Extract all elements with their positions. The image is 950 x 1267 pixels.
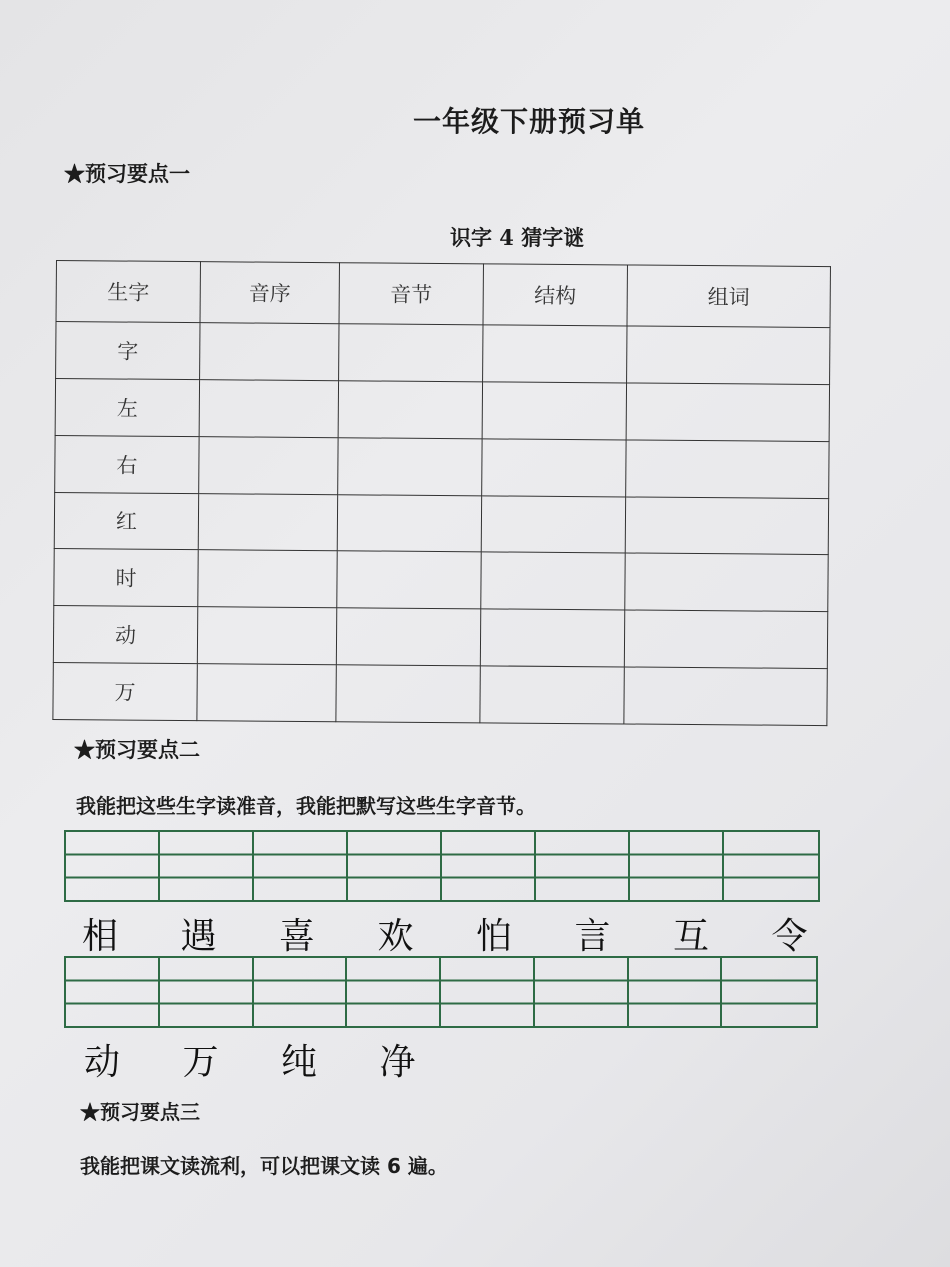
blank-cell[interactable] — [336, 665, 480, 723]
blank-cell[interactable] — [625, 497, 828, 555]
lesson-subtitle: 识字 4 猜字谜 — [450, 225, 585, 250]
pinyin-box[interactable] — [66, 832, 160, 900]
pinyin-box[interactable] — [160, 958, 254, 1026]
section-three-instruction: 我能把课文读流利，可以把课文读 6 遍。 — [80, 1154, 448, 1178]
header-cell: 生字 — [56, 261, 200, 323]
blank-cell[interactable] — [337, 494, 481, 552]
header-cell: 组词 — [627, 265, 830, 328]
pinyin-box[interactable] — [347, 958, 441, 1026]
character-table — [52, 260, 831, 726]
blank-cell[interactable] — [199, 379, 338, 437]
pinyin-box[interactable] — [724, 832, 818, 900]
practice-character: 喜 — [279, 916, 316, 957]
char-cell: 左 — [55, 378, 199, 436]
practice-character: 欢 — [377, 916, 414, 957]
blank-cell[interactable] — [337, 551, 481, 609]
blank-cell[interactable] — [627, 326, 830, 384]
pinyin-box[interactable] — [722, 958, 816, 1026]
pinyin-writing-grid — [64, 830, 820, 902]
header-cell: 结构 — [483, 264, 627, 326]
pinyin-box[interactable] — [254, 958, 348, 1026]
practice-character: 怕 — [476, 916, 513, 957]
blank-cell[interactable] — [199, 436, 338, 494]
section-two-instruction: 我能把这些生字读准音，我能把默写这些生字音节。 — [76, 794, 536, 818]
table-row — [56, 322, 830, 385]
header-cell: 音节 — [339, 263, 483, 325]
char-cell: 红 — [54, 492, 198, 550]
pinyin-box[interactable] — [629, 958, 723, 1026]
char-cell: 右 — [55, 435, 199, 493]
blank-cell[interactable] — [625, 553, 828, 611]
pinyin-box[interactable] — [441, 958, 535, 1026]
section-three-heading: ★预习要点三 — [80, 1100, 200, 1124]
blank-cell[interactable] — [482, 382, 626, 440]
practice-character: 互 — [673, 916, 710, 957]
header-cell: 音序 — [200, 262, 339, 324]
pinyin-box[interactable] — [536, 832, 630, 900]
table-row — [55, 378, 829, 441]
blank-cell[interactable] — [481, 552, 625, 610]
blank-cell[interactable] — [198, 493, 337, 551]
blank-cell[interactable] — [200, 323, 339, 381]
blank-cell[interactable] — [480, 609, 624, 667]
char-cell: 万 — [53, 663, 197, 721]
practice-character: 净 — [379, 1042, 416, 1083]
blank-cell[interactable] — [482, 439, 626, 497]
character-row — [80, 1034, 474, 1085]
blank-cell[interactable] — [483, 325, 627, 383]
char-cell: 时 — [54, 549, 198, 607]
pinyin-box[interactable] — [348, 832, 442, 900]
pinyin-box[interactable] — [535, 958, 629, 1026]
table-row — [53, 663, 827, 726]
table-row — [54, 492, 828, 555]
blank-cell[interactable] — [480, 666, 624, 724]
blank-cell[interactable] — [338, 381, 482, 439]
blank-cell[interactable] — [626, 383, 829, 441]
practice-character: 相 — [82, 916, 119, 957]
blank-cell[interactable] — [197, 607, 336, 665]
page-title: 一年级下册预习单 — [412, 105, 645, 138]
pinyin-box[interactable] — [66, 958, 160, 1026]
table-header-row — [56, 261, 830, 328]
blank-cell[interactable] — [338, 437, 482, 495]
pinyin-box[interactable] — [630, 832, 724, 900]
table-row — [55, 435, 829, 498]
pinyin-writing-grid — [64, 956, 818, 1028]
table-row — [54, 549, 828, 612]
practice-character: 万 — [182, 1042, 219, 1083]
practice-character: 令 — [771, 916, 808, 957]
practice-character: 遇 — [180, 916, 217, 957]
pinyin-box[interactable] — [254, 832, 348, 900]
blank-cell[interactable] — [339, 324, 483, 382]
pinyin-box[interactable] — [160, 832, 254, 900]
blank-cell[interactable] — [624, 610, 827, 668]
section-two-heading: ★预习要点二 — [74, 737, 200, 762]
blank-cell[interactable] — [336, 608, 480, 666]
char-cell: 字 — [56, 322, 200, 380]
character-row — [78, 908, 866, 959]
blank-cell[interactable] — [626, 440, 829, 498]
section-one-heading: ★预习要点一 — [64, 161, 190, 186]
practice-character: 动 — [84, 1042, 121, 1083]
table-row — [53, 606, 827, 669]
pinyin-box[interactable] — [442, 832, 536, 900]
char-cell: 动 — [53, 606, 197, 664]
practice-character: 纯 — [281, 1042, 318, 1083]
blank-cell[interactable] — [624, 667, 827, 726]
blank-cell[interactable] — [197, 664, 336, 722]
blank-cell[interactable] — [198, 550, 337, 608]
practice-character: 言 — [574, 916, 611, 957]
blank-cell[interactable] — [481, 495, 625, 553]
